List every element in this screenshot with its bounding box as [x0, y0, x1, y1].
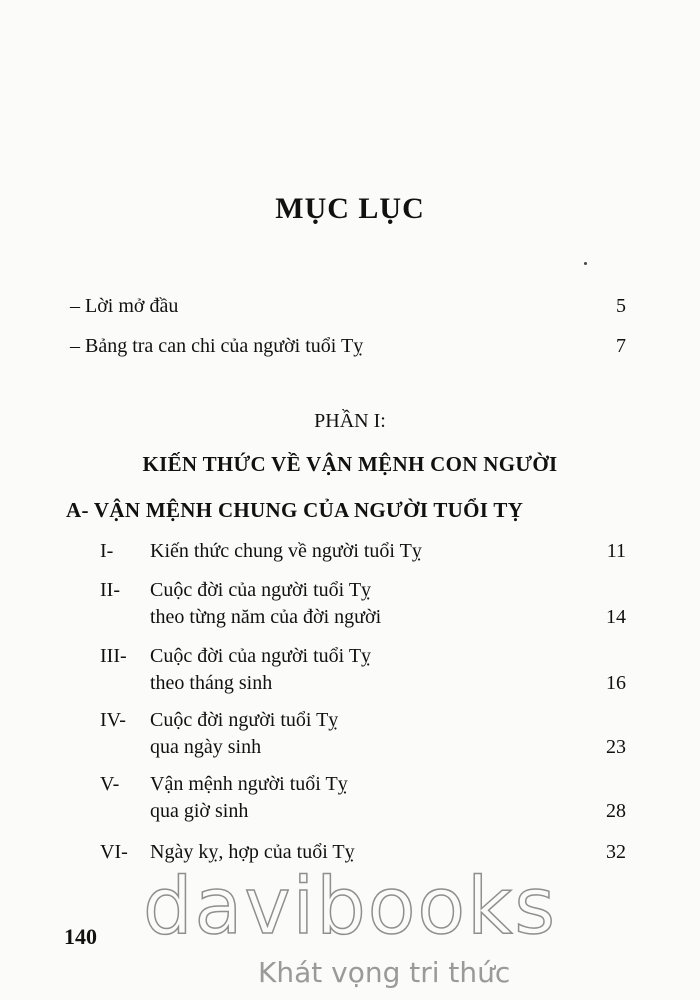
chapter-page: 32: [606, 841, 626, 863]
page-title: MỤC LỤC: [275, 192, 425, 225]
chapter-number: II-: [100, 579, 120, 601]
chapter-title: Kiến thức chung về người tuổi Tỵ: [150, 540, 422, 562]
chapter-title: Cuộc đời của người tuổi Tỵ: [150, 579, 372, 601]
chapter-number: IV-: [100, 709, 126, 731]
chapter-page: 16: [606, 672, 626, 694]
toc-entry-table-text: – Bảng tra can chi của người tuổi Tỵ: [70, 335, 364, 357]
chapter-number: I-: [100, 540, 114, 562]
section-heading: A- VẬN MỆNH CHUNG CỦA NGƯỜI TUỔI TỴ: [66, 498, 524, 522]
chapter-title-continued: theo tháng sinh: [150, 672, 273, 694]
chapter-page: 23: [606, 736, 626, 758]
watermark-brand: davibooks: [143, 862, 557, 952]
chapter-number: III-: [100, 645, 127, 667]
chapter-title: Cuộc đời người tuổi Tỵ: [150, 709, 339, 731]
chapter-title: Ngày kỵ, hợp của tuổi Tỵ: [150, 841, 355, 863]
ink-speck: [584, 262, 587, 265]
toc-entry-intro-page: 5: [616, 295, 626, 317]
toc-entry-intro-text: – Lời mở đầu: [70, 295, 179, 317]
chapter-title: Cuộc đời của người tuổi Tỵ: [150, 645, 372, 667]
chapter-title-continued: qua ngày sinh: [150, 736, 262, 758]
chapter-number: VI-: [100, 841, 128, 863]
chapter-title: Vận mệnh người tuổi Tỵ: [150, 773, 348, 795]
watermark-slogan: Khát vọng tri thức: [258, 956, 511, 989]
chapter-page: 14: [606, 606, 626, 628]
chapter-page: 28: [606, 800, 626, 822]
chapter-title-continued: theo từng năm của đời người: [150, 606, 382, 628]
toc-entry-table-page: 7: [616, 335, 626, 357]
chapter-page: 11: [606, 540, 626, 562]
chapter-number: V-: [100, 773, 120, 795]
page-number: 140: [64, 924, 97, 949]
chapter-title-continued: qua giờ sinh: [150, 800, 249, 822]
part-label: PHẦN I:: [314, 410, 386, 432]
part-heading: KIẾN THỨC VỀ VẬN MỆNH CON NGƯỜI: [142, 452, 558, 476]
